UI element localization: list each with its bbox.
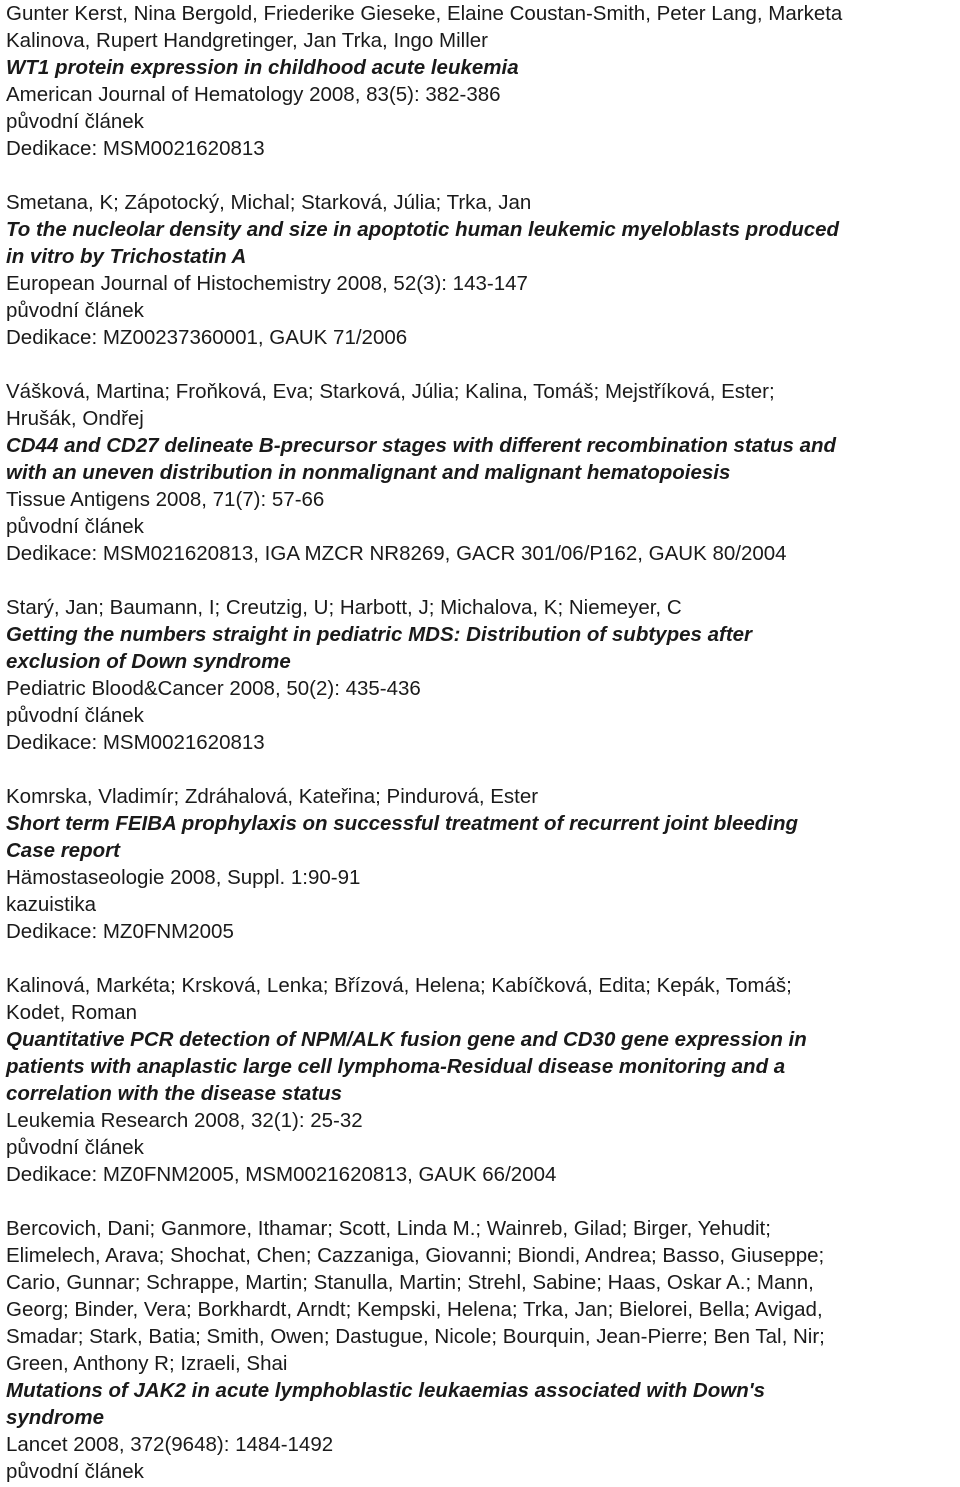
publication-authors: Gunter Kerst, Nina Bergold, Friederike Gieseke, Elaine Coustan-Smith, Peter Lang, Marketa <box>6 2 843 25</box>
publication-entry <box>6 1215 960 1485</box>
publication-type: původní článek <box>6 704 144 727</box>
publication-type: kazuistika <box>6 893 97 916</box>
publication-type: původní článek <box>6 299 144 322</box>
publication-type: původní článek <box>6 1136 144 1159</box>
publication-journal: Lancet 2008, 372(9648): 1484-1492 <box>6 1433 334 1456</box>
publication-journal: Leukemia Research 2008, 32(1): 25-32 <box>6 1109 363 1132</box>
publication-authors: Kalinova, Rupert Handgretinger, Jan Trka, Ingo Miller <box>6 29 489 52</box>
publication-authors: Hrušák, Ondřej <box>6 407 144 430</box>
publication-title: with an uneven distribution in nonmalignant and malignant hematopoiesis <box>6 461 731 484</box>
publication-dedication: Dedikace: MSM0021620813 <box>6 137 265 160</box>
publication-type: původní článek <box>6 515 144 538</box>
publication-journal: Tissue Antigens 2008, 71(7): 57-66 <box>6 488 325 511</box>
publication-title: Mutations of JAK2 in acute lymphoblastic leukaemias associated with Down's <box>6 1379 766 1402</box>
publication-entry <box>6 189 960 351</box>
publication-dedication: Dedikace: MSM021620813, IGA MZCR NR8269, GACR 301/06/P162, GAUK 80/2004 <box>6 542 787 565</box>
publication-authors: Green, Anthony R; Izraeli, Shai <box>6 1352 288 1375</box>
publication-entry <box>6 594 960 756</box>
publication-title: Short term FEIBA prophylaxis on successful treatment of recurrent joint bleeding <box>6 812 799 835</box>
publication-entry <box>6 0 960 162</box>
publication-title: To the nucleolar density and size in apoptotic human leukemic myeloblasts produced <box>6 218 840 241</box>
publication-type: původní článek <box>6 1460 144 1483</box>
publication-dedication: Dedikace: MZ00237360001, GAUK 71/2006 <box>6 326 408 349</box>
publication-title: patients with anaplastic large cell lymphoma-Residual disease monitoring and a <box>6 1055 786 1078</box>
publication-title: correlation with the disease status <box>6 1082 343 1105</box>
publication-type: původní článek <box>6 110 144 133</box>
publication-dedication: Dedikace: MZ0FNM2005 <box>6 920 234 943</box>
publication-journal: European Journal of Histochemistry 2008, 52(3): 143-147 <box>6 272 528 295</box>
publication-authors: Kalinová, Markéta; Krsková, Lenka; Břízová, Helena; Kabíčková, Edita; Kepák, Tomáš; <box>6 974 792 997</box>
publication-entry <box>6 783 960 945</box>
publication-title: Getting the numbers straight in pediatric MDS: Distribution of subtypes after <box>6 623 753 646</box>
publication-title: Case report <box>6 839 120 862</box>
publication-journal: Pediatric Blood&Cancer 2008, 50(2): 435-436 <box>6 677 421 700</box>
publication-authors: Smetana, K; Zápotocký, Michal; Starková, Júlia; Trka, Jan <box>6 191 532 214</box>
publication-dedication: Dedikace: MZ0FNM2005, MSM0021620813, GAUK 66/2004 <box>6 1163 557 1186</box>
publication-authors: Cario, Gunnar; Schrappe, Martin; Stanulla, Martin; Strehl, Sabine; Haas, Oskar A.; Mann, <box>6 1271 814 1294</box>
publication-title: syndrome <box>6 1406 104 1429</box>
publication-title: CD44 and CD27 delineate B-precursor stages with different recombination status and <box>6 434 837 457</box>
publication-authors: Starý, Jan; Baumann, I; Creutzig, U; Harbott, J; Michalova, K; Niemeyer, C <box>6 596 682 619</box>
publication-title: in vitro by Trichostatin A <box>6 245 247 268</box>
publication-title: exclusion of Down syndrome <box>6 650 291 673</box>
publication-authors: Georg; Binder, Vera; Borkhardt, Arndt; Kempski, Helena; Trka, Jan; Bielorei, Bella; Avigad, <box>6 1298 823 1321</box>
publication-entry <box>6 972 960 1188</box>
publication-title: WT1 protein expression in childhood acute leukemia <box>6 56 519 79</box>
publication-title: Quantitative PCR detection of NPM/ALK fusion gene and CD30 gene expression in <box>6 1028 807 1051</box>
publication-dedication: Dedikace: MSM0021620813 <box>6 731 265 754</box>
publication-authors: Smadar; Stark, Batia; Smith, Owen; Dastugue, Nicole; Bourquin, Jean-Pierre; Ben Tal, Nir; <box>6 1325 825 1348</box>
publication-journal: American Journal of Hematology 2008, 83(5): 382-386 <box>6 83 501 106</box>
publication-journal: Hämostaseologie 2008, Suppl. 1:90-91 <box>6 866 361 889</box>
publication-authors: Bercovich, Dani; Ganmore, Ithamar; Scott, Linda M.; Wainreb, Gilad; Birger, Yehudit; <box>6 1217 771 1240</box>
publication-authors: Komrska, Vladimír; Zdráhalová, Kateřina; Pindurová, Ester <box>6 785 539 808</box>
publication-authors: Elimelech, Arava; Shochat, Chen; Cazzaniga, Giovanni; Biondi, Andrea; Basso, Giuseppe; <box>6 1244 825 1267</box>
publication-entry <box>6 378 960 567</box>
publication-authors: Kodet, Roman <box>6 1001 138 1024</box>
publication-authors: Vášková, Martina; Froňková, Eva; Starková, Júlia; Kalina, Tomáš; Mejstříková, Ester; <box>6 380 775 403</box>
